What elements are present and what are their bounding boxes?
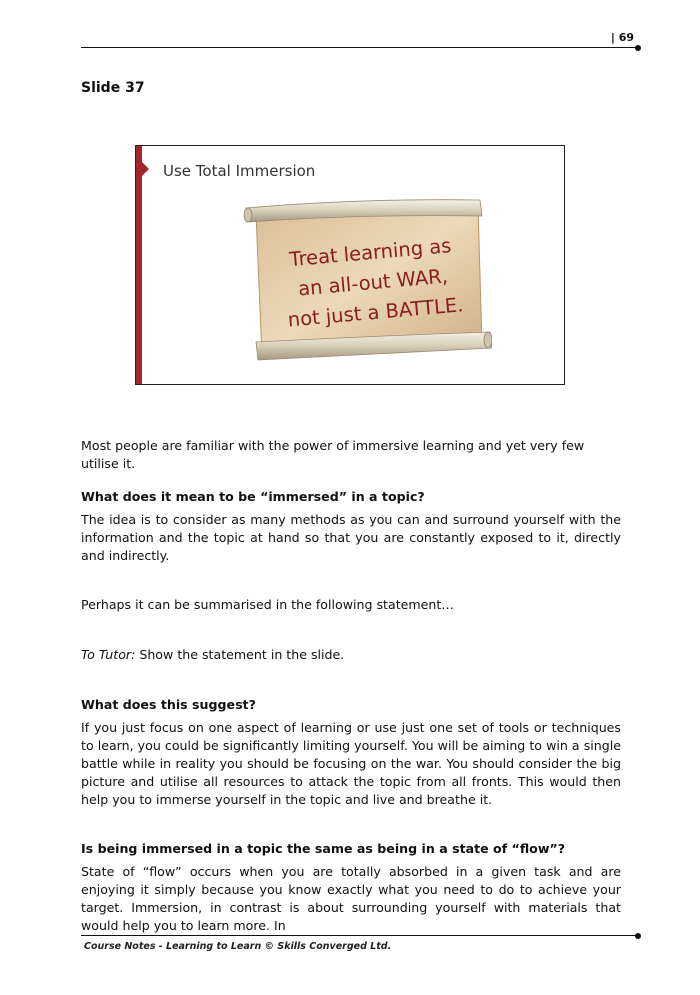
slide-accent-bar bbox=[136, 146, 142, 384]
question-suggest-heading: What does this suggest? bbox=[81, 697, 256, 712]
tutor-label: To Tutor: bbox=[81, 647, 136, 662]
question-flow-heading: Is being immersed in a topic the same as being in a state of “flow”? bbox=[81, 841, 566, 856]
footer-rule bbox=[81, 935, 638, 936]
tutor-note bbox=[81, 646, 621, 664]
scroll-line-1: Treat learning as bbox=[288, 234, 453, 272]
slide-thumbnail bbox=[135, 145, 565, 385]
question-immersed-heading: What does it mean to be “immersed” in a topic? bbox=[81, 489, 425, 504]
flow-paragraph: State of “flow” occurs when you are totally absorbed in a given task and are enjoying it simply because you know exactly what you need to do to achieve your target. Immersion, in contrast is about surrounding yourself with materials that would help you to learn more. In bbox=[81, 864, 621, 933]
scroll-text bbox=[262, 229, 483, 337]
slide-title: Use Total Immersion bbox=[163, 162, 316, 180]
slide-arrow-icon bbox=[142, 162, 149, 176]
footer-text: Course Notes - Learning to Learn © Skills Converged Ltd. bbox=[84, 941, 392, 952]
suggest-paragraph: If you just focus on one aspect of learning or use just one set of tools or techniques to learn, you could be significantly limiting yourself. You will be aiming to win a single battle while in reality you should be focusing on the war. You should consider the big picture and utilise all resources to attack the topic from all fronts. This would then help you to immerse yourself in the topic and live and breathe it. bbox=[81, 720, 621, 807]
intro-paragraph: Most people are familiar with the power of immersive learning and yet very few utilise it. bbox=[81, 438, 585, 471]
summary-paragraph: Perhaps it can be summarised in the following statement… bbox=[81, 597, 454, 612]
tutor-text: Show the statement in the slide. bbox=[135, 647, 345, 662]
scroll-line-3: not just a BATTLE. bbox=[286, 293, 465, 332]
header-rule bbox=[81, 47, 638, 48]
page-number: | 69 bbox=[610, 31, 634, 44]
immersed-paragraph: The idea is to consider as many methods as you can and surround yourself with the information and the topic at hand so that you are constantly exposed to it, directly and indirectly. bbox=[81, 512, 621, 563]
scroll-line-2: an all-out WAR, bbox=[297, 264, 449, 301]
slide-label: Slide 37 bbox=[81, 80, 145, 96]
